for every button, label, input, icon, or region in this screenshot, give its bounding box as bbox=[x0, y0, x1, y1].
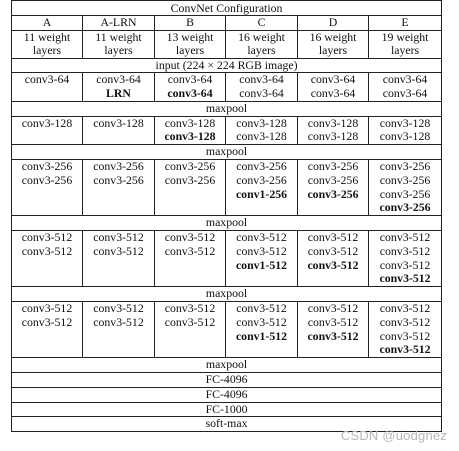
layer-label: conv3-512 bbox=[379, 301, 431, 316]
layer-label: conv3-64 bbox=[310, 72, 356, 87]
column-name: E bbox=[369, 16, 442, 31]
layer-label: conv3-512 bbox=[164, 243, 216, 258]
layer-label: conv1-256 bbox=[235, 186, 288, 201]
layer-cell bbox=[226, 116, 298, 145]
column-name: B bbox=[155, 16, 226, 31]
convnet-config-table bbox=[11, 0, 442, 432]
column-name: A bbox=[12, 16, 83, 31]
maxpool-row bbox=[12, 358, 442, 373]
maxpool-label: maxpool bbox=[12, 101, 442, 116]
layer-cell bbox=[155, 231, 226, 287]
depth-count: 11 weight bbox=[95, 29, 142, 44]
layer-label: LRN bbox=[106, 86, 131, 101]
layer-cell bbox=[12, 160, 83, 216]
layer-block-row bbox=[12, 302, 442, 358]
layer-cell bbox=[369, 302, 442, 358]
layer-label: conv3-256 bbox=[236, 159, 287, 174]
layer-label: conv3-64 bbox=[239, 86, 284, 101]
layer-block-row bbox=[12, 73, 442, 102]
layer-cell bbox=[298, 302, 369, 358]
depth-unit: layers bbox=[318, 43, 348, 57]
layer-cell bbox=[83, 73, 155, 102]
layer-label: conv3-256 bbox=[307, 159, 359, 174]
layer-label: conv3-512 bbox=[379, 342, 431, 357]
layer-cell bbox=[12, 231, 83, 287]
layer-label: conv3-256 bbox=[307, 172, 359, 187]
layer-label: conv3-256 bbox=[379, 172, 431, 187]
layer-label: conv3-512 bbox=[93, 314, 144, 329]
layer-label: conv3-64 bbox=[310, 86, 356, 101]
layer-cell bbox=[155, 116, 226, 145]
maxpool-label: maxpool bbox=[12, 216, 442, 231]
layer-label: conv3-512 bbox=[93, 243, 144, 258]
layer-cell bbox=[155, 302, 226, 358]
maxpool-row bbox=[12, 145, 442, 160]
classifier-layer: FC-1000 bbox=[12, 402, 442, 417]
layer-label: conv3-64 bbox=[167, 72, 213, 87]
column-depth-row bbox=[12, 30, 442, 58]
layer-label: conv3-128 bbox=[307, 115, 359, 130]
column-name: C bbox=[226, 16, 298, 31]
depth-unit: layers bbox=[175, 43, 205, 57]
layer-label: conv3-512 bbox=[21, 301, 73, 316]
layer-label: conv3-512 bbox=[307, 257, 359, 272]
layer-label: conv3-64 bbox=[24, 72, 70, 87]
layer-label: conv3-512 bbox=[379, 230, 431, 245]
layer-label: conv3-512 bbox=[307, 328, 359, 343]
column-name: D bbox=[298, 16, 369, 31]
column-depth bbox=[155, 30, 226, 58]
layer-cell bbox=[369, 231, 442, 287]
layer-label: conv3-512 bbox=[21, 230, 73, 245]
layer-cell bbox=[298, 73, 369, 102]
classifier-layer: soft-max bbox=[12, 417, 442, 432]
watermark: CSDN @uodgnez bbox=[340, 428, 447, 443]
layer-label: conv3-512 bbox=[21, 243, 73, 258]
column-depth bbox=[369, 30, 442, 58]
layer-label: conv3-512 bbox=[379, 243, 431, 258]
depth-count: 11 weight bbox=[23, 29, 71, 44]
layer-label: conv3-256 bbox=[379, 200, 431, 215]
layer-cell bbox=[226, 231, 298, 287]
layer-label: conv3-512 bbox=[307, 314, 359, 329]
layer-cell bbox=[155, 73, 226, 102]
layer-label: conv3-512 bbox=[164, 230, 216, 245]
classifier-layer: FC-4096 bbox=[12, 373, 442, 388]
layer-cell bbox=[298, 231, 369, 287]
layer-label: conv3-128 bbox=[379, 129, 431, 144]
layer-label: conv3-128 bbox=[164, 129, 216, 144]
layer-label: conv3-256 bbox=[236, 172, 287, 187]
classifier-row bbox=[12, 402, 442, 417]
column-depth bbox=[83, 30, 155, 58]
layer-label: conv3-64 bbox=[167, 86, 213, 101]
maxpool-row bbox=[12, 287, 442, 302]
maxpool-label: maxpool bbox=[12, 287, 442, 302]
layer-label: conv3-64 bbox=[382, 72, 428, 87]
layer-cell bbox=[83, 160, 155, 216]
input-label: input (224 × 224 RGB image) bbox=[12, 58, 442, 73]
layer-cell bbox=[12, 302, 83, 358]
input-row bbox=[12, 58, 442, 73]
column-depth bbox=[226, 30, 298, 58]
layer-label: conv3-128 bbox=[236, 115, 287, 130]
layer-label: conv3-512 bbox=[236, 243, 287, 258]
layer-label: conv3-512 bbox=[164, 301, 216, 316]
layer-label: conv3-128 bbox=[93, 115, 144, 130]
layer-label: conv3-512 bbox=[236, 230, 287, 245]
layer-cell bbox=[83, 116, 155, 145]
layer-label: conv3-512 bbox=[379, 314, 431, 329]
classifier-row bbox=[12, 387, 442, 402]
layer-block-row bbox=[12, 116, 442, 145]
layer-label: conv3-512 bbox=[379, 328, 431, 343]
layer-label: conv3-256 bbox=[307, 186, 359, 201]
layer-label: conv3-512 bbox=[307, 230, 359, 245]
title-row bbox=[12, 1, 442, 16]
layer-cell bbox=[369, 116, 442, 145]
layer-cell bbox=[226, 302, 298, 358]
depth-unit: layers bbox=[104, 43, 133, 57]
layer-cell bbox=[83, 302, 155, 358]
layer-label: conv3-512 bbox=[21, 314, 73, 329]
layer-cell bbox=[298, 160, 369, 216]
layer-block-row bbox=[12, 231, 442, 287]
layer-cell bbox=[298, 116, 369, 145]
layer-label: conv3-512 bbox=[164, 314, 216, 329]
layer-label: conv3-512 bbox=[236, 314, 287, 329]
layer-label: conv1-512 bbox=[235, 257, 288, 272]
layer-label: conv3-256 bbox=[93, 159, 144, 174]
layer-cell bbox=[83, 231, 155, 287]
depth-unit: layers bbox=[32, 43, 62, 57]
layer-label: conv3-512 bbox=[307, 301, 359, 316]
layer-cell bbox=[226, 73, 298, 102]
layer-cell bbox=[12, 116, 83, 145]
column-name: A-LRN bbox=[83, 16, 155, 31]
layer-cell bbox=[12, 73, 83, 102]
depth-count: 16 weight bbox=[238, 29, 285, 44]
maxpool-row bbox=[12, 216, 442, 231]
table-title: ConvNet Configuration bbox=[12, 1, 442, 16]
column-depth bbox=[298, 30, 369, 58]
layer-label: conv3-64 bbox=[96, 72, 141, 87]
column-depth bbox=[12, 30, 83, 58]
layer-label: conv3-256 bbox=[21, 159, 73, 174]
layer-label: conv3-64 bbox=[239, 72, 284, 87]
layer-cell bbox=[369, 73, 442, 102]
layer-label: conv3-512 bbox=[236, 301, 287, 316]
classifier-row bbox=[12, 373, 442, 388]
classifier-layer: FC-4096 bbox=[12, 387, 442, 402]
layer-label: conv3-128 bbox=[21, 115, 73, 130]
layer-label: conv3-512 bbox=[307, 243, 359, 258]
layer-label: conv3-128 bbox=[379, 115, 431, 130]
layer-label: conv3-128 bbox=[164, 115, 216, 130]
column-name-row bbox=[12, 16, 442, 31]
layer-label: conv3-512 bbox=[379, 257, 431, 272]
layer-cell bbox=[155, 160, 226, 216]
layer-label: conv3-256 bbox=[379, 159, 431, 174]
layer-label: conv3-512 bbox=[379, 271, 431, 286]
layer-label: conv3-256 bbox=[93, 172, 144, 187]
layer-label: conv3-512 bbox=[93, 301, 144, 316]
maxpool-row bbox=[12, 101, 442, 116]
layer-block-row bbox=[12, 160, 442, 216]
depth-count: 19 weight bbox=[381, 29, 429, 44]
layer-label: conv3-256 bbox=[379, 186, 431, 201]
depth-count: 16 weight bbox=[309, 29, 357, 44]
table-wrapper bbox=[11, 0, 441, 432]
layer-cell bbox=[226, 160, 298, 216]
maxpool-label: maxpool bbox=[12, 358, 442, 373]
depth-unit: layers bbox=[390, 43, 420, 57]
depth-count: 13 weight bbox=[166, 29, 214, 44]
depth-unit: layers bbox=[247, 43, 276, 57]
layer-label: conv3-64 bbox=[382, 86, 428, 101]
layer-label: conv3-128 bbox=[307, 129, 359, 144]
layer-label: conv3-256 bbox=[21, 172, 73, 187]
layer-label: conv1-512 bbox=[235, 328, 288, 343]
layer-cell bbox=[369, 160, 442, 216]
layer-label: conv3-512 bbox=[93, 230, 144, 245]
layer-label: conv3-256 bbox=[164, 172, 216, 187]
layer-label: conv3-128 bbox=[236, 129, 287, 144]
layer-label: conv3-256 bbox=[164, 159, 216, 174]
maxpool-label: maxpool bbox=[12, 145, 442, 160]
